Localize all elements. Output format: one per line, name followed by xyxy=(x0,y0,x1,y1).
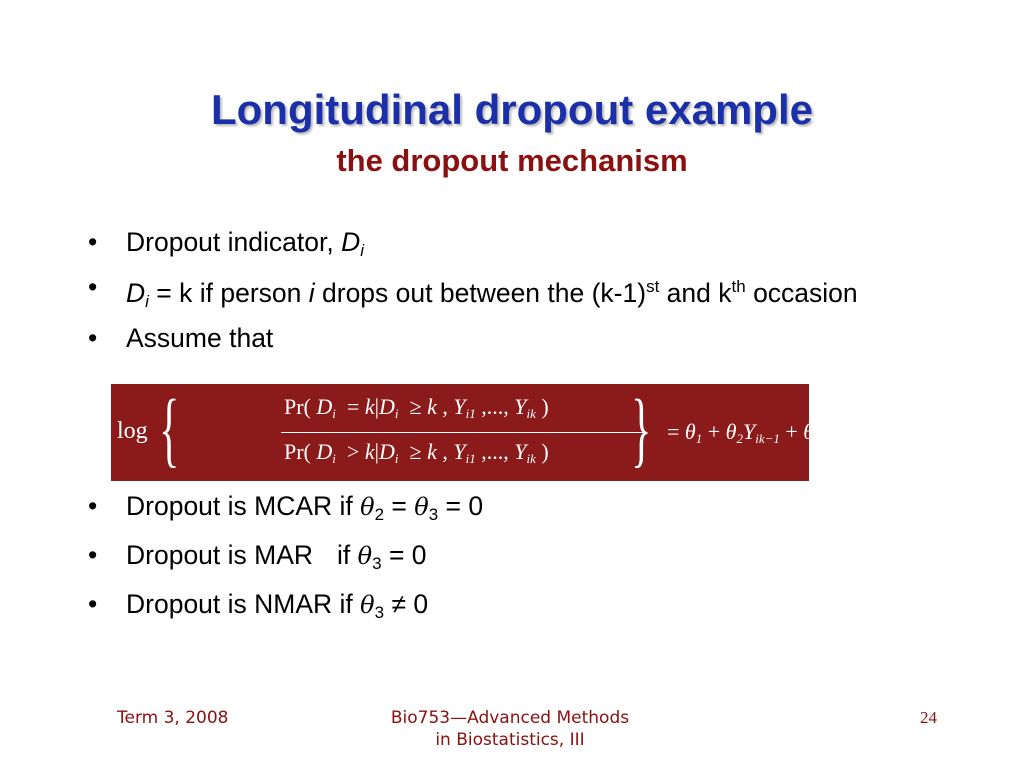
slide-subtitle: the dropout mechanism xyxy=(336,143,688,178)
bullet-nmar xyxy=(88,584,948,633)
page-number: 24 xyxy=(920,708,937,727)
bullet-text: occasion xyxy=(745,278,858,308)
fraction-line xyxy=(281,432,643,433)
bullet-text: if xyxy=(337,540,358,570)
bullet-di-definition xyxy=(88,269,948,320)
subscript-i: i xyxy=(145,292,149,311)
bullet-dropout-indicator xyxy=(88,224,948,269)
bullet-text: Dropout indicator, xyxy=(126,227,342,257)
equation-denominator: Pr( Di > k|Di ≥ k , Yi1 ,..., Yik ) xyxy=(284,439,549,466)
dropout-model-equation xyxy=(111,383,843,481)
bullet-text: drops out between the (k-1) xyxy=(314,278,647,308)
bullet-text: Dropout is MAR xyxy=(126,540,314,570)
bullet-list-top xyxy=(88,224,948,356)
bullet-text: = 0 xyxy=(381,540,427,570)
variable-d: D xyxy=(126,278,146,308)
superscript-th: th xyxy=(731,277,746,296)
bullet-text: = xyxy=(384,491,415,521)
footer-course-line1: Bio753—Advanced Methods xyxy=(390,708,630,728)
right-brace: } xyxy=(631,383,652,476)
theta-symbol: θ xyxy=(360,493,375,521)
bullet-text: = k if person xyxy=(148,278,309,308)
bullet-mcar xyxy=(88,486,948,535)
subscript-2: 2 xyxy=(374,505,385,524)
equation-rhs: = θ1 + θ2Yik−1 + θ3Yik xyxy=(667,419,843,446)
bullet-assume xyxy=(88,320,948,356)
bullet-text: Dropout is MCAR if xyxy=(126,491,361,521)
slide-title: Longitudinal dropout example xyxy=(211,86,813,133)
variable-d: D xyxy=(341,227,361,257)
theta-symbol: θ xyxy=(357,542,373,570)
bullet-text: and k xyxy=(659,278,732,308)
equation-numerator: Pr( Di = k|Di ≥ k , Yi1 ,..., Yik ) xyxy=(284,394,549,421)
theta-symbol: θ xyxy=(414,493,429,521)
left-brace: { xyxy=(159,383,180,476)
subscript-3: 3 xyxy=(374,603,385,622)
subscript-3: 3 xyxy=(428,505,439,524)
bullet-text: Dropout is NMAR if xyxy=(126,589,361,619)
subscript-i: i xyxy=(360,241,364,260)
variable-i: i xyxy=(308,278,315,308)
bullet-text: ≠ 0 xyxy=(384,589,429,619)
bullet-text: Assume that xyxy=(126,323,274,353)
footer-term: Term 3, 2008 xyxy=(117,708,229,728)
bullet-list-bottom xyxy=(88,486,948,633)
bullet-mar xyxy=(88,535,948,584)
footer-course-line2: in Biostatistics, III xyxy=(435,730,585,750)
bullet-text: = 0 xyxy=(438,491,484,521)
footer-course xyxy=(360,707,660,751)
equation-log: log xyxy=(117,418,148,444)
subscript-3: 3 xyxy=(372,554,382,573)
theta-symbol: θ xyxy=(360,591,375,619)
superscript-st: st xyxy=(646,277,660,296)
